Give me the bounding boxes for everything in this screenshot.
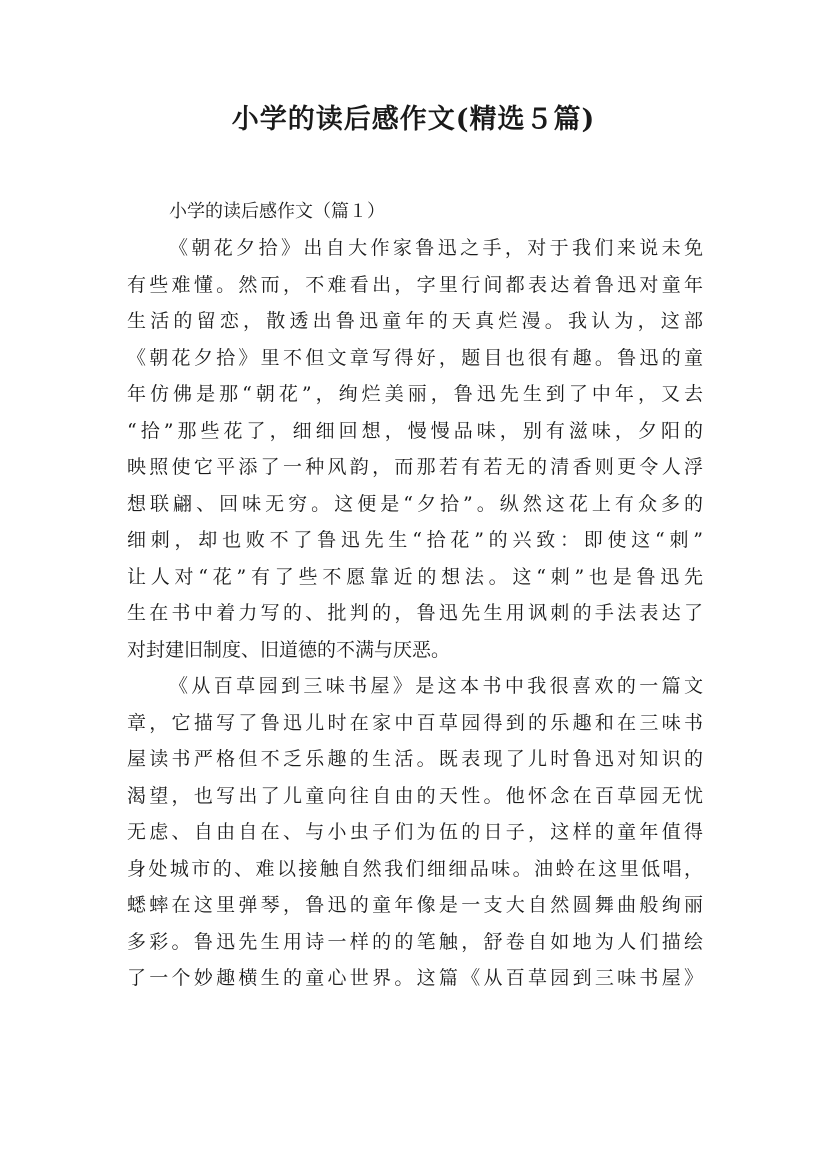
text-line: 生活的留恋，散透出鲁迅童年的天真烂漫。我认为，这部 [127,310,703,332]
text-line: 想联翩、回味无穷。这便是“夕拾”。纵然这花上有众多的 [127,492,703,515]
text-line: 蟋蟀在这里弹琴，鲁迅的童年像是一支大自然圆舞曲般绚丽 [127,894,703,916]
paragraph-2 [127,668,703,997]
text-line: 屋读书严格但不乏乐趣的生活。既表现了儿时鲁迅对知识的 [127,748,703,770]
text-line: 《从百草园到三味书屋》是这本书中我很喜欢的一篇文 [169,675,703,697]
text-line: “拾”那些花了，细细回想，慢慢品味，别有滋味，夕阳的 [127,419,703,442]
document-body [127,194,703,997]
text-line: 生在书中着力写的、批判的，鲁迅先生用讽刺的手法表达了 [127,602,703,624]
text-line: 《朝花夕拾》出自大作家鲁迅之手，对于我们来说未免 [169,237,703,259]
text-line: 渴望，也写出了儿童向往自由的天性。他怀念在百草园无忧 [127,784,703,807]
text-line: 身处城市的、难以接触自然我们细细品味。油蛉在这里低唱， [127,857,703,880]
text-line: 对封建旧制度、旧道德的不满与厌恶。 [127,638,451,661]
section-heading: 小学的读后感作文（篇１） [169,201,385,222]
text-line: 年仿佛是那“朝花”，绚烂美丽，鲁迅先生到了中年，又去 [127,383,703,405]
paragraph-1 [127,230,703,668]
text-line: 无虑、自由自在、与小虫子们为伍的日子，这样的童年值得 [127,821,703,843]
text-line: 让人对“花”有了些不愿靠近的想法。这“刺”也是鲁迅先 [127,565,703,588]
text-line: 章，它描写了鲁迅儿时在家中百草园得到的乐趣和在三味书 [127,711,703,734]
text-line: 映照使它平添了一种风韵，而那若有若无的清香则更令人浮 [127,456,703,478]
text-line: 有些难懂。然而，不难看出，字里行间都表达着鲁迅对童年 [127,273,703,296]
text-line: 《朝花夕拾》里不但文章写得好，题目也很有趣。鲁迅的童 [127,346,703,369]
text-line: 细刺，却也败不了鲁迅先生“拾花”的兴致：即使这“刺” [127,529,703,551]
document-title: 小学的读后感作文(精选５篇) [231,104,596,135]
text-line: 多彩。鲁迅先生用诗一样的的笔触，舒卷自如地为人们描绘 [127,930,703,953]
text-line: 了一个妙趣横生的童心世界。这篇《从百草园到三味书屋》 [127,967,703,989]
